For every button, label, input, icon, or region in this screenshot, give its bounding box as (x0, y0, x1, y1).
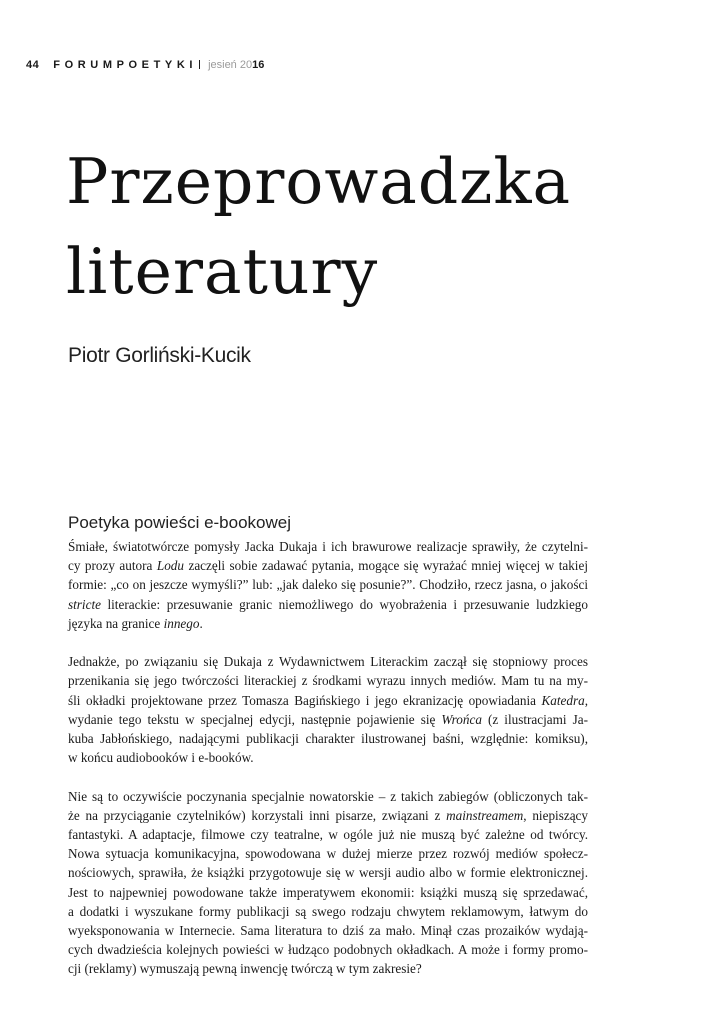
text-line: cji (reklamy) wymuszają pewną inwencję twórczą w tym zakresie? (68, 961, 422, 977)
article-body (68, 537, 588, 998)
page-number: 44 (26, 59, 40, 71)
article-title-line-1: Przeprowadzka (66, 145, 572, 218)
text-line: stricte literackie: przesuwanie granic niemożliwego do wyobrażenia i przesuwanie ludzkiego (68, 596, 588, 612)
issue-year: 16 (252, 59, 265, 71)
paragraph-2 (68, 652, 588, 767)
text-line: Nowa sytuacja komunikacyjna, spowodowana w dużej mierze przez rozwój mediów społecz- (68, 846, 588, 862)
text-line: wyeksponowania w Internecie. Sama literatura to dziś za mało. Minął czas prozaików wydają- (68, 923, 588, 939)
article-author: Piotr Gorliński-Kucik (68, 344, 251, 367)
text-line: Jest to najpewniej powodowane także imperatywem ekonomii: książki muszą się sprzedawać, (68, 884, 588, 900)
text-line: Nie są to oczywiście poczynania specjalnie nowatorskie – z takich zabiegów (obliczonych tak- (68, 788, 588, 804)
text-line: że na przyciąganie czytelników) korzystali inni pisarze, związani z mainstreamem, niepiszący (68, 807, 588, 823)
paragraph-1 (68, 537, 588, 633)
journal-name (53, 59, 208, 71)
journal-separator (199, 60, 200, 69)
text-line: cy prozy autora Lodu zaczęli sobie zadawać pytania, mogące się wyrażać mniej więcej w takiej (68, 558, 588, 574)
text-line: w końcu audiobooków i e-booków. (68, 750, 254, 766)
text-line: Jednakże, po związaniu się Dukaja z Wydawnictwem Literackim zaczął się stopniowy proces (68, 654, 588, 670)
text-line: fantastyki. A adaptacje, filmowe czy teatralne, w ogóle już nie muszą być zależne od twórcy. (68, 827, 588, 843)
text-line: cych dwadzieścia kolejnych powieści w łudząco podobnych okładkach. A może i formy promo- (68, 942, 588, 958)
text-line: języka na granice innego. (68, 615, 203, 631)
issue-season: jesień 20 (208, 59, 253, 71)
article-title (66, 137, 686, 317)
text-line: formie: „co on jeszcze wymyśli?” lub: „jak daleko się posunie?”. Chodziło, rzecz jasna, o jakości (68, 577, 588, 593)
text-line: a dodatki i wyszukane formy publikacji są swego rodzaju chwytem reklamowym, łatwym do (68, 903, 588, 919)
text-line: śli okładki projektowane przez Tomasza Bagińskiego i jego ekranizację opowiadania Katedra, (68, 692, 588, 708)
section-heading: Poetyka powieści e-bookowej (68, 513, 292, 532)
text-line: wydanie tego tekstu w specjalnej edycji, następnie pojawienie się Wrońca (z ilustracjami Ja- (68, 711, 588, 727)
journal-name-text: FORUMPOETYKI (53, 59, 198, 71)
text-line: nościowych, sprawiła, że książki przygotowuje się w wersji audio albo w formie elektronicznej. (68, 865, 588, 881)
paragraph-3 (68, 787, 588, 979)
text-line: przenikania się jego twórczości literackiej z środkami wyrazu innych mediów. Mam tu na my- (68, 673, 588, 689)
issue-label (208, 59, 264, 71)
text-line: Śmiałe, światotwórcze pomysły Jacka Dukaja i ich brawurowe realizacje sprawiły, że czytelni- (68, 539, 588, 554)
running-header (26, 59, 264, 73)
article-title-line-2: literatury (66, 235, 379, 309)
text-line: kuba Jabłońskiego, nadającymi publikacji charakter ilustrowanej baśni, względnie: komiksu), (68, 731, 588, 747)
